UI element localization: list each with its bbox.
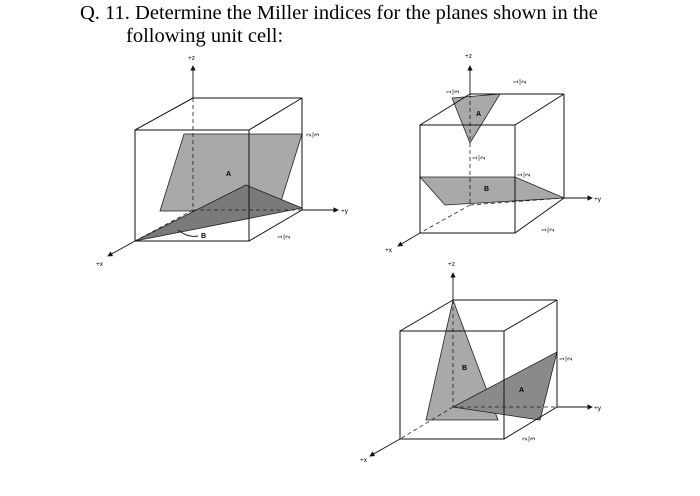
svg-text:2: 2 [550,228,556,232]
svg-text:3: 3 [315,133,321,137]
svg-text:2: 2 [286,235,292,239]
fraction-fig2-d [518,172,532,178]
svg-text:2: 2 [526,173,532,177]
svg-text:1: 1 [514,80,520,84]
plane-a-fig2 [452,94,500,143]
axis-x-label-fig1: +x [96,261,104,268]
svg-text:3: 3 [531,437,537,441]
plane-label-b-fig3: B [462,365,468,372]
axis-x-label-fig3: +x [360,457,368,464]
axis-y-label-fig2: +y [594,196,602,203]
fraction-fig2-a [447,89,461,95]
axis-x-label-fig2: +x [385,247,393,254]
svg-text:2: 2 [481,156,487,160]
question-line-1: Q. 11. Determine the Miller indices for the planes shown in the [80,2,598,24]
fraction-fig1-z [307,132,321,138]
fraction-fig1-y [278,234,292,240]
unit-cell-1 [96,55,349,268]
unit-cell-2 [385,53,602,254]
plane-label-b-fig1: B [201,233,207,240]
axis-y-label-fig1: +y [341,208,349,215]
plane-label-b-fig2: B [484,186,490,193]
plane-label-a-fig3: A [519,387,525,394]
svg-text:1: 1 [278,235,284,239]
axis-z-label-fig1: +z [188,55,196,62]
svg-text:1: 1 [518,173,524,177]
axis-z-label-fig2: +z [465,53,473,60]
fraction-fig3-b [523,436,537,442]
axis-z-label-fig3: +z [448,261,456,268]
svg-text:1: 1 [447,90,453,94]
plane-label-a-fig1: A [226,171,232,178]
fraction-fig2-c [473,155,487,161]
plane-label-a-fig2: A [476,111,482,118]
svg-text:1: 1 [542,228,548,232]
fraction-fig3-a [560,356,574,362]
svg-text:2: 2 [568,357,574,361]
question-line-2: following unit cell: [126,25,284,47]
fraction-fig2-b [514,79,528,85]
svg-text:3: 3 [455,90,461,94]
svg-text:2: 2 [523,437,529,441]
axis-y-label-fig3: +y [594,405,602,412]
plane-b-fig2 [420,177,564,205]
svg-text:2: 2 [307,133,313,137]
svg-text:1: 1 [560,357,566,361]
unit-cell-3 [360,261,602,464]
svg-text:2: 2 [522,80,528,84]
fraction-fig2-e [542,227,556,233]
svg-text:1: 1 [473,156,479,160]
